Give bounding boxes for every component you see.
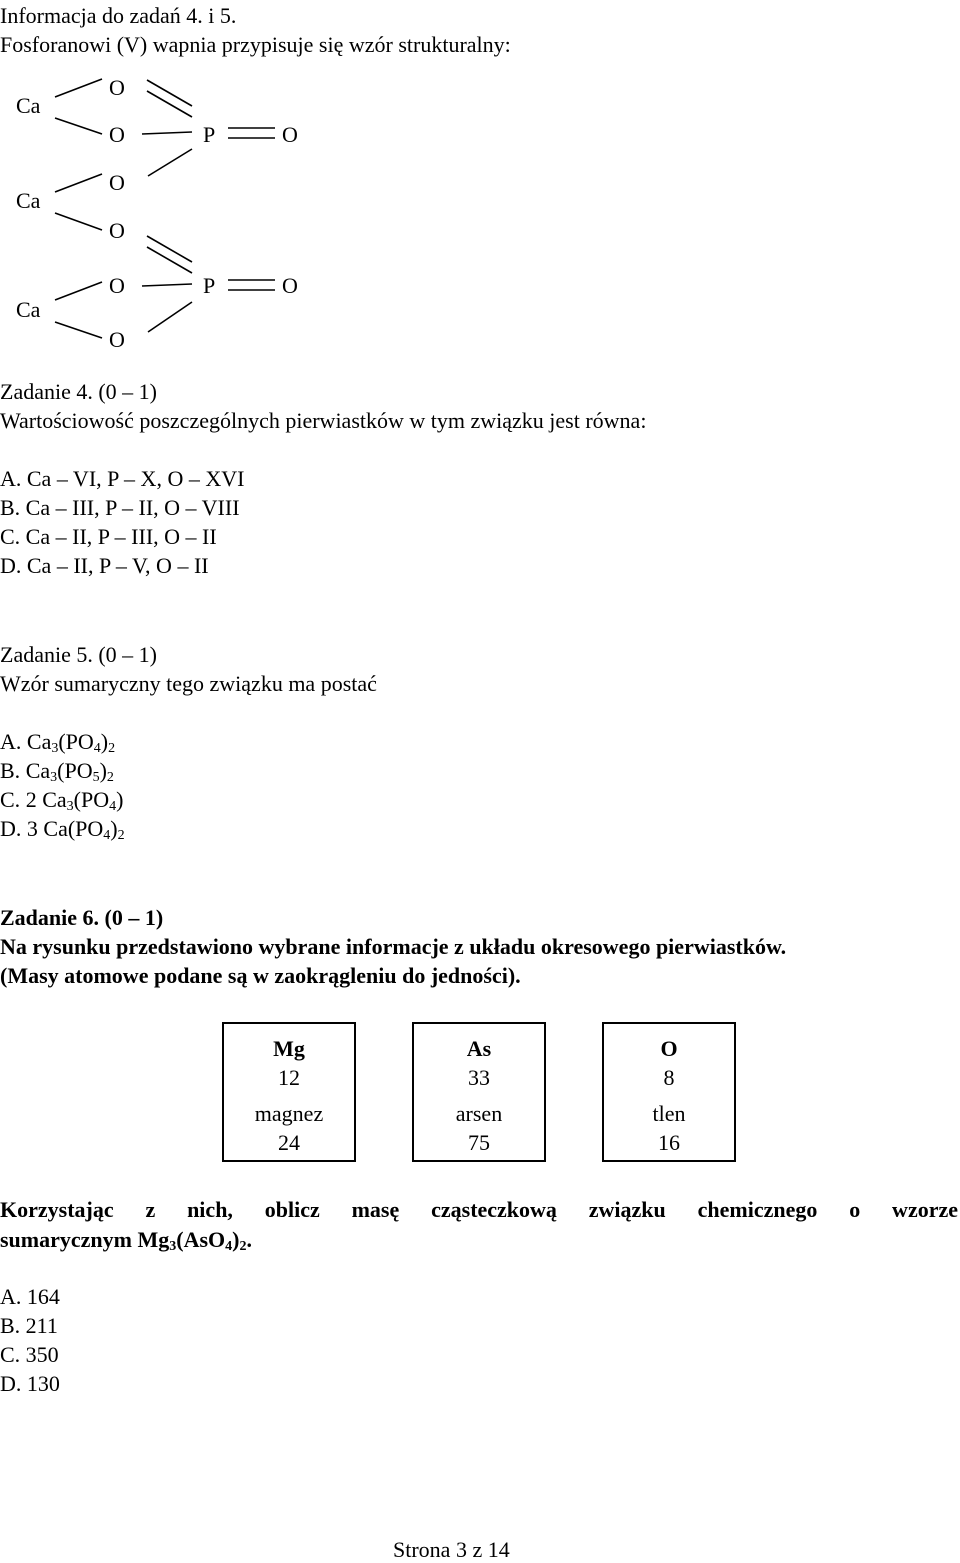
formula-part: Ca xyxy=(26,729,52,754)
bonds xyxy=(55,79,275,338)
atom-ca-2: Ca xyxy=(16,188,41,213)
intro-line-2: Fosforanowi (V) wapnia przypisuje się wzór strukturalny: xyxy=(0,32,511,57)
formula-subscript: 3 xyxy=(66,799,74,814)
task5-option-a[interactable] xyxy=(0,729,115,755)
task4-option-b[interactable]: B. Ca – III, P – II, O – VIII xyxy=(0,495,240,520)
element-tile-o xyxy=(602,1022,736,1162)
formula-subscript: 5 xyxy=(92,770,100,785)
task5-option-c[interactable] xyxy=(0,787,123,813)
formula-part: 2 Ca xyxy=(25,787,67,812)
task6-title: Zadanie 6. (0 – 1) xyxy=(0,905,164,930)
task6-option-c[interactable]: C. 350 xyxy=(0,1342,59,1367)
atom-o-3: O xyxy=(109,170,125,195)
formula-part: ) xyxy=(100,729,109,754)
task5-title: Zadanie 5. (0 – 1) xyxy=(0,642,157,667)
element-name: tlen xyxy=(652,1101,686,1126)
formula-subscript: 4 xyxy=(93,741,101,756)
atom-o-2: O xyxy=(109,122,125,147)
atom-ca-1: Ca xyxy=(16,93,41,118)
formula-subscript: 3 xyxy=(51,741,59,756)
formula-part: (PO xyxy=(58,729,94,754)
element-number: 33 xyxy=(468,1065,490,1090)
element-mass: 24 xyxy=(278,1130,300,1155)
formula-subscript: 3 xyxy=(169,1239,177,1254)
formula-part: Ca xyxy=(25,758,51,783)
task4-title: Zadanie 4. (0 – 1) xyxy=(0,379,157,404)
atom-p-2: P xyxy=(203,273,216,298)
formula-subscript: 4 xyxy=(103,828,111,843)
formula-part: ) xyxy=(99,758,107,783)
instruction-text: . xyxy=(246,1227,252,1252)
element-symbol: O xyxy=(660,1036,678,1061)
bond-o1-p1-b xyxy=(147,91,192,117)
formula-subscript: 2 xyxy=(117,828,125,843)
instruction-text: sumarycznym Mg xyxy=(0,1227,170,1252)
page-number: Strona 3 z 14 xyxy=(393,1537,510,1562)
element-number: 12 xyxy=(278,1065,300,1090)
element-number: 8 xyxy=(663,1065,675,1090)
atom-ca-3: Ca xyxy=(16,297,41,322)
atom-o-1: O xyxy=(109,75,125,100)
element-mass: 16 xyxy=(658,1130,680,1155)
structural-formula xyxy=(0,60,360,360)
option-letter: C. xyxy=(0,787,21,812)
formula-subscript: 2 xyxy=(239,1239,247,1254)
bond-ca2-o4 xyxy=(55,213,102,230)
bond-ca1-o2 xyxy=(55,118,102,134)
bond-o4-p2-a xyxy=(147,236,192,262)
atom-o-bottom: O xyxy=(282,273,298,298)
option-letter: D. xyxy=(0,816,22,841)
task6-option-d[interactable]: D. 130 xyxy=(0,1371,60,1396)
bond-o3-p1 xyxy=(148,149,192,176)
element-mass: 75 xyxy=(468,1130,490,1155)
formula-part: ) xyxy=(116,787,124,812)
instruction-text: (AsO xyxy=(176,1227,226,1252)
intro-line-1: Informacja do zadań 4. i 5. xyxy=(0,3,237,28)
instruction-text: ) xyxy=(232,1227,240,1252)
task6-instruction-line-2 xyxy=(0,1227,252,1253)
bond-o4-p2-b xyxy=(147,247,192,273)
element-tile-mg xyxy=(222,1022,356,1162)
formula-subscript: 3 xyxy=(50,770,58,785)
element-name: arsen xyxy=(455,1101,503,1126)
formula-subscript: 2 xyxy=(106,770,114,785)
bond-o6-p2 xyxy=(148,302,192,332)
task5-option-d[interactable] xyxy=(0,816,125,842)
task4-option-a[interactable]: A. Ca – VI, P – X, O – XVI xyxy=(0,466,245,491)
task6-question-line-2: (Masy atomowe podane są w zaokrągleniu do jedności). xyxy=(0,963,521,988)
bond-ca3-o6 xyxy=(55,322,102,338)
element-symbol: As xyxy=(466,1036,492,1061)
task5-option-b[interactable] xyxy=(0,758,114,784)
formula-subscript: 4 xyxy=(109,799,117,814)
task6-option-a[interactable]: A. 164 xyxy=(0,1284,60,1309)
atom-o-6: O xyxy=(109,327,125,352)
atom-p-1: P xyxy=(203,122,216,147)
formula-subscript: 2 xyxy=(108,741,116,756)
task6-option-b[interactable]: B. 211 xyxy=(0,1313,58,1338)
bond-o1-p1-a xyxy=(147,80,192,106)
formula-part: (PO xyxy=(73,787,110,812)
atom-o-top: O xyxy=(282,122,298,147)
formula-part: (PO xyxy=(57,758,93,783)
bond-ca1-o1 xyxy=(55,79,102,97)
task4-question: Wartościowość poszczególnych pierwiastków w tym związku jest równa: xyxy=(0,408,647,433)
element-name: magnez xyxy=(254,1101,324,1126)
formula-part: 3 Ca(PO xyxy=(26,816,104,841)
option-letter: B. xyxy=(0,758,21,783)
option-letter: A. xyxy=(0,729,22,754)
bond-ca2-o3 xyxy=(55,174,102,192)
task4-option-d[interactable]: D. Ca – II, P – V, O – II xyxy=(0,553,209,578)
atom-o-4: O xyxy=(109,218,125,243)
bond-o5-p2 xyxy=(142,284,192,286)
task4-option-c[interactable]: C. Ca – II, P – III, O – II xyxy=(0,524,217,549)
bond-ca3-o5 xyxy=(55,282,102,300)
formula-part: ) xyxy=(110,816,118,841)
task6-instruction-line-1: Korzystając z nich, oblicz masę cząsteczkową związku chemicznego o wzorze xyxy=(0,1197,958,1222)
task6-question-line-1: Na rysunku przedstawiono wybrane informacje z układu okresowego pierwiastków. xyxy=(0,934,787,959)
task5-question: Wzór sumaryczny tego związku ma postać xyxy=(0,671,377,696)
element-symbol: Mg xyxy=(273,1036,305,1061)
bond-o2-p1 xyxy=(142,132,192,134)
formula-subscript: 4 xyxy=(225,1239,233,1254)
atom-o-5: O xyxy=(109,273,125,298)
element-tile-as xyxy=(412,1022,546,1162)
